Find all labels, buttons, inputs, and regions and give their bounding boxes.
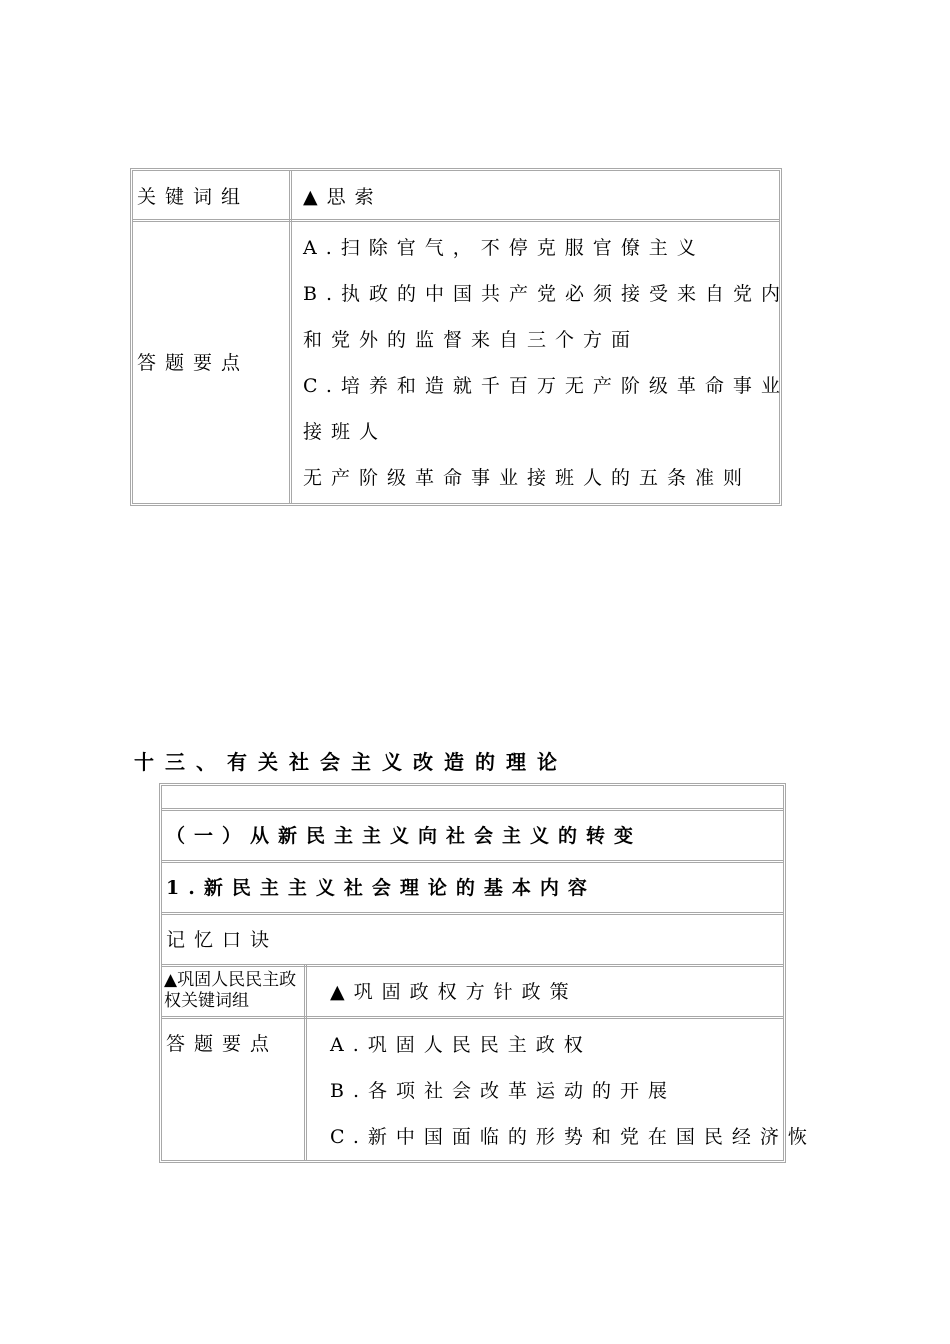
- keyword-table-1: [130, 168, 790, 506]
- answer-point-line: 和党外的监督来自三个方面: [303, 329, 640, 351]
- table2-sub-subheading: 1.新民主主义社会理论的基本内容: [166, 877, 596, 899]
- answer-point-line: C.培养和造就千百万无产阶级革命事业: [303, 375, 789, 397]
- table2-column-divider: [304, 964, 307, 1160]
- table2-memory-mnemonic-label: 记忆口诀: [166, 929, 279, 951]
- table2-answer-points-label: 答题要点: [166, 1033, 279, 1055]
- table1-header-topic: ▲思索: [303, 186, 383, 208]
- table2-subheading: （一）从新民主主义向社会主义的转变: [166, 825, 643, 847]
- keyword-table-2: [159, 783, 816, 1163]
- answer-point-line: C.新中国面临的形势和党在国民经济恢: [330, 1126, 816, 1148]
- table2-row-divider: [162, 964, 783, 967]
- answer-point-line: A.巩固人民民主政权: [330, 1034, 592, 1056]
- table1-header-keyword-label: 关键词组: [137, 186, 250, 208]
- table2-row-divider: [162, 1016, 783, 1019]
- answer-point-line: B.执政的中国共产党必须接受来自党内: [303, 283, 790, 305]
- table2-row-divider: [162, 860, 783, 863]
- table1-answer-points-label: 答题要点: [137, 352, 250, 374]
- answer-point-line: 无产阶级革命事业接班人的五条准则: [303, 467, 752, 489]
- section-heading: 十三、有关社会主义改造的理论: [134, 750, 568, 774]
- answer-point-line: 接班人: [303, 421, 388, 443]
- table2-row-divider: [162, 912, 783, 915]
- table1-row-divider: [133, 219, 779, 222]
- table2-policy-topic: ▲巩固政权方针政策: [330, 981, 578, 1003]
- table1-answer-points-content: [303, 225, 789, 501]
- answer-point-line: B.各项社会改革运动的开展: [330, 1080, 677, 1102]
- table2-answer-points-content: [330, 1022, 816, 1160]
- table2-keyword-group-label: ▲巩固人民民主政权关键词组: [164, 970, 297, 1011]
- table2-row-divider: [162, 808, 783, 811]
- answer-point-line: A.扫除官气，不停克服官僚主义: [303, 237, 705, 259]
